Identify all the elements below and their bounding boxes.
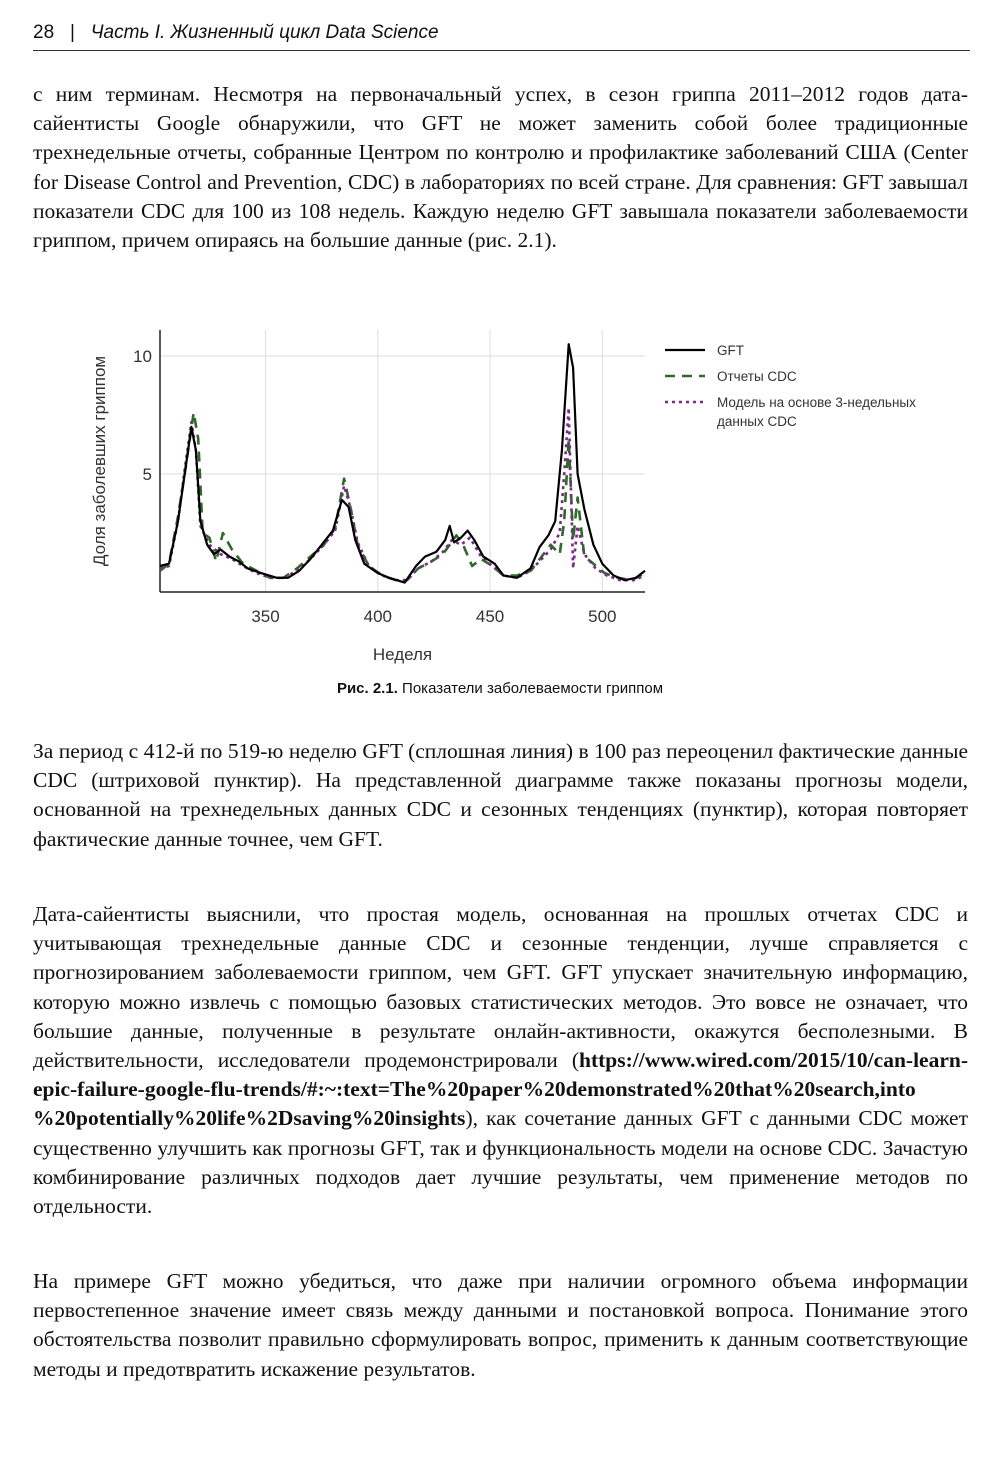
y-tick-label: 5 xyxy=(142,464,152,484)
series-line-0 xyxy=(160,344,645,582)
legend-label: GFT xyxy=(717,343,744,358)
x-tick-label: 350 xyxy=(251,607,280,626)
legend-label: Модель на основе 3-недельных xyxy=(717,395,916,410)
paragraph: За период с 412-й по 519-ю неделю GFT (сплошная линия) в 100 раз переоценил фактические данные CDC (штриховой пунктир). На представленной диаграмме также показаны прогнозы модели, основанной на трехнедельных данных CDC и сезонных тенденциях (пунктир), которая повторяет фактические данные точнее, чем GFT. xyxy=(33,739,968,851)
x-tick-label: 500 xyxy=(588,607,617,626)
header-separator: | xyxy=(69,22,75,43)
y-tick-label: 10 xyxy=(133,346,152,366)
running-title: Часть I. Жизненный цикл Data Science xyxy=(90,22,439,43)
page-number: 28 xyxy=(33,22,55,43)
paragraph-text: Дата-сайентисты выяснили, что простая модель, основанная на прошлых отчетах CDC и учитывающая трехнедельные данные CDC и сезонные тенденции, лучше справляется с прогнозированием заболеваемости гриппом, чем GFT. GFT упускает значительную информацию, которую можно извлечь с помощью базовых статистических методов. Это вовсе не означает, что большие данные, полученные в результате онлайн-активности, окажутся бесполезными. В действительности, исследователи продемонстрировали ( xyxy=(33,902,968,1073)
y-axis-label: Доля заболевших гриппом xyxy=(90,355,109,567)
legend-label: Отчеты CDC xyxy=(717,369,797,384)
legend-label: данных CDC xyxy=(717,414,797,429)
x-tick-label: 400 xyxy=(363,607,392,626)
paragraph xyxy=(33,900,968,1221)
paragraph-text: ), как сочетание данных GFT с данными CDC может существенно улучшить как прогнозы GFT, так и функциональность модели на основе CDC. Зачастую комбинирование различных подходов дает лучшие результаты, чем применение методов по отдельности. xyxy=(33,1106,968,1219)
figure-caption-text: Показатели заболеваемости гриппом xyxy=(402,680,664,697)
running-header xyxy=(33,22,970,51)
figure-label: Рис. 2.1. xyxy=(336,680,398,697)
wired-link[interactable]: https://www.wired.com/2015/10/can-learn-epic-failure-google-flu-trends/#:~:text=The%20paper%20demonstrated%20that%20search,into %20potentially%20life%2Dsaving%20insights xyxy=(33,1048,968,1131)
x-tick-label: 450 xyxy=(475,607,505,626)
paragraph: с ним терминам. Несмотря на первоначальный успех, в сезон гриппа 2011–2012 годов дата-сайентисты Google обнаружили, что GFT не может заменить собой более традиционные трехнедельные отчеты, собранные Центром по контролю и профилактике заболеваний США (Center for Disease Control and Prevention, CDC) в лабораториях по всей стране. Для сравнения: GFT завышал показатели CDC для 100 из 108 недель. Каждую неделю GFT завышала показатели заболеваемости гриппом, причем опираясь на большие данные (рис. 2.1). xyxy=(33,82,968,253)
figure-caption xyxy=(0,680,1000,697)
paragraph: На примере GFT можно убедиться, что даже при наличии огромного объема информации первостепенное значение имеет связь между данными и постановкой вопроса. Понимание этого обстоятельства позволит правильно сформулировать вопрос, применить к данным соответствующие методы и предотвратить искажение результатов. xyxy=(33,1269,968,1381)
flu-chart xyxy=(80,320,950,670)
x-axis-label: Неделя xyxy=(372,645,433,664)
